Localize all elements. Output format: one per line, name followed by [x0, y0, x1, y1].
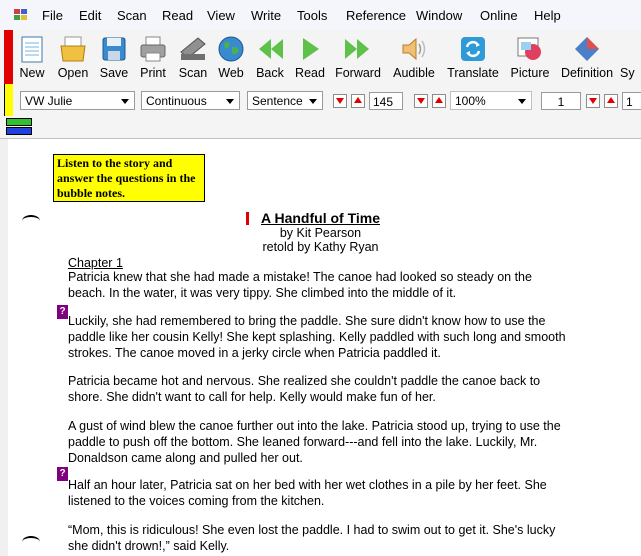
chevron-down-icon	[518, 99, 526, 104]
chevron-down-icon	[226, 99, 234, 104]
chevron-down-icon	[121, 99, 129, 104]
open-folder-icon	[58, 34, 88, 64]
definition-button[interactable]	[560, 32, 614, 82]
forward-arrows-icon	[343, 34, 373, 64]
voice-value: VW Julie	[25, 94, 73, 108]
reading-mode-select[interactable]	[141, 91, 240, 110]
menu-online[interactable]: Online	[480, 8, 518, 23]
new-label: New	[19, 66, 45, 80]
translate-label: Translate	[447, 66, 499, 80]
voice-select[interactable]	[20, 91, 135, 110]
options-toolbar-grip[interactable]	[4, 84, 13, 116]
zoom-increase-button[interactable]	[432, 94, 446, 108]
scan-label: Scan	[178, 66, 208, 80]
definition-book-icon	[572, 34, 602, 64]
definition-label: Definition	[560, 66, 614, 80]
up-arrow-icon	[354, 97, 362, 103]
up-arrow-icon	[435, 97, 443, 103]
save-disk-icon	[99, 34, 129, 64]
picture-label: Picture	[510, 66, 550, 80]
paragraph-1: Patricia knew that she had made a mistake! The canoe had looked so steady on the beach. In the water, it was very tippy. She climbed into the middle of it.	[68, 270, 532, 300]
toolbar-grip[interactable]	[4, 30, 13, 84]
audible-button[interactable]	[390, 32, 438, 82]
speed-decrease-button[interactable]	[333, 94, 347, 108]
menu-read[interactable]: Read	[162, 8, 194, 23]
new-document-icon	[17, 34, 47, 64]
main-toolbar	[0, 30, 641, 85]
menu-window[interactable]: Window	[416, 8, 463, 23]
mini-toolbars	[0, 116, 641, 139]
paragraph-5: Half an hour later, Patricia sat on her bed with her wet clothes in a pile by her feet. She listened to the voices coming from the kitchen.	[68, 478, 547, 508]
down-arrow-icon	[417, 98, 425, 104]
question-bubble-icon[interactable]: ?	[57, 305, 68, 319]
forward-button[interactable]	[334, 32, 382, 82]
back-label: Back	[256, 66, 284, 80]
down-arrow-icon	[336, 98, 344, 104]
options-toolbar	[0, 84, 641, 117]
printer-icon	[138, 34, 168, 64]
chapter-heading: Chapter 1	[68, 256, 123, 270]
save-label: Save	[99, 66, 129, 80]
speaker-icon	[399, 34, 429, 64]
menu-edit[interactable]: Edit	[79, 8, 102, 23]
paragraph-3: Patricia became hot and nervous. She realized she couldn't paddle the canoe back to shore. She didn't want to call for help. Kelly would make fun of her.	[68, 374, 541, 404]
sticky-note[interactable]: Listen to the story and answer the questions in the bubble notes.	[53, 154, 205, 202]
retold-line: retold by Kathy Ryan	[262, 240, 379, 254]
web-label: Web	[218, 66, 244, 80]
synonyms-button[interactable]	[620, 32, 641, 82]
down-arrow-icon	[589, 98, 597, 104]
picture-button[interactable]	[506, 32, 554, 82]
synonyms-label: Sy	[620, 66, 635, 80]
bubble-note-marker[interactable]	[22, 536, 40, 548]
translate-icon	[458, 34, 488, 64]
story-title	[0, 210, 641, 226]
globe-icon	[216, 34, 246, 64]
back-arrows-icon	[255, 34, 285, 64]
chevron-down-icon	[309, 99, 317, 104]
forward-label: Forward	[335, 66, 381, 80]
translate-button[interactable]	[449, 32, 497, 82]
menu-tools[interactable]: Tools	[297, 8, 328, 23]
reading-unit-value: Sentence	[252, 94, 303, 108]
menu-bar	[0, 0, 641, 31]
up-arrow-icon	[607, 97, 615, 103]
open-label: Open	[57, 66, 89, 80]
read-label: Read	[295, 66, 325, 80]
play-icon	[295, 34, 325, 64]
scanner-icon	[178, 34, 208, 64]
zoom-value: 100%	[455, 94, 486, 108]
author-line: by Kit Pearson	[279, 226, 362, 240]
page-decrease-button[interactable]	[586, 94, 600, 108]
picture-icon	[515, 34, 545, 64]
menu-write[interactable]: Write	[251, 8, 282, 23]
zoom-select[interactable]	[450, 91, 532, 110]
audible-label: Audible	[393, 66, 435, 80]
story-title-text: A Handful of Time	[261, 210, 380, 226]
paragraph-4: A gust of wind blew the canoe further out into the lake. Patricia stood up, trying to use the paddle to push off the bottom. She leaned forward---and fell into the lake. Luckily, Mr. Donaldson came along and pulled her out.	[68, 419, 561, 465]
menu-reference[interactable]: Reference	[346, 8, 406, 23]
menu-scan[interactable]: Scan	[117, 8, 147, 23]
page-increase-button[interactable]	[604, 94, 618, 108]
paragraph-6: “Mom, this is ridiculous! She even lost the paddle. I had to swim out to get it. She's lucky she didn't drown!,” said Kelly.	[68, 523, 556, 553]
speed-field[interactable]: 145	[369, 92, 403, 110]
green-strip[interactable]	[6, 118, 32, 126]
page-field-2[interactable]: 1	[622, 92, 641, 110]
menu-help[interactable]: Help	[534, 8, 561, 23]
question-bubble-icon[interactable]: ?	[57, 467, 68, 481]
blue-strip[interactable]	[6, 127, 32, 135]
menu-view[interactable]: View	[207, 8, 235, 23]
speed-increase-button[interactable]	[351, 94, 365, 108]
paragraph-2: Luckily, she had remembered to bring the paddle. She sure didn't know how to use the paddle like her cousin Kelly! She kept splashing. Kelly paddled with such long and smooth strokes. The canoe moved in a jerky circle when Patricia paddled it.	[68, 314, 566, 360]
reading-mode-value: Continuous	[146, 94, 207, 108]
page-field[interactable]: 1	[541, 92, 581, 110]
print-label: Print	[140, 66, 166, 80]
app-icon[interactable]	[14, 9, 28, 21]
zoom-decrease-button[interactable]	[414, 94, 428, 108]
reading-unit-select[interactable]	[247, 91, 323, 110]
menu-file[interactable]: File	[42, 8, 63, 23]
